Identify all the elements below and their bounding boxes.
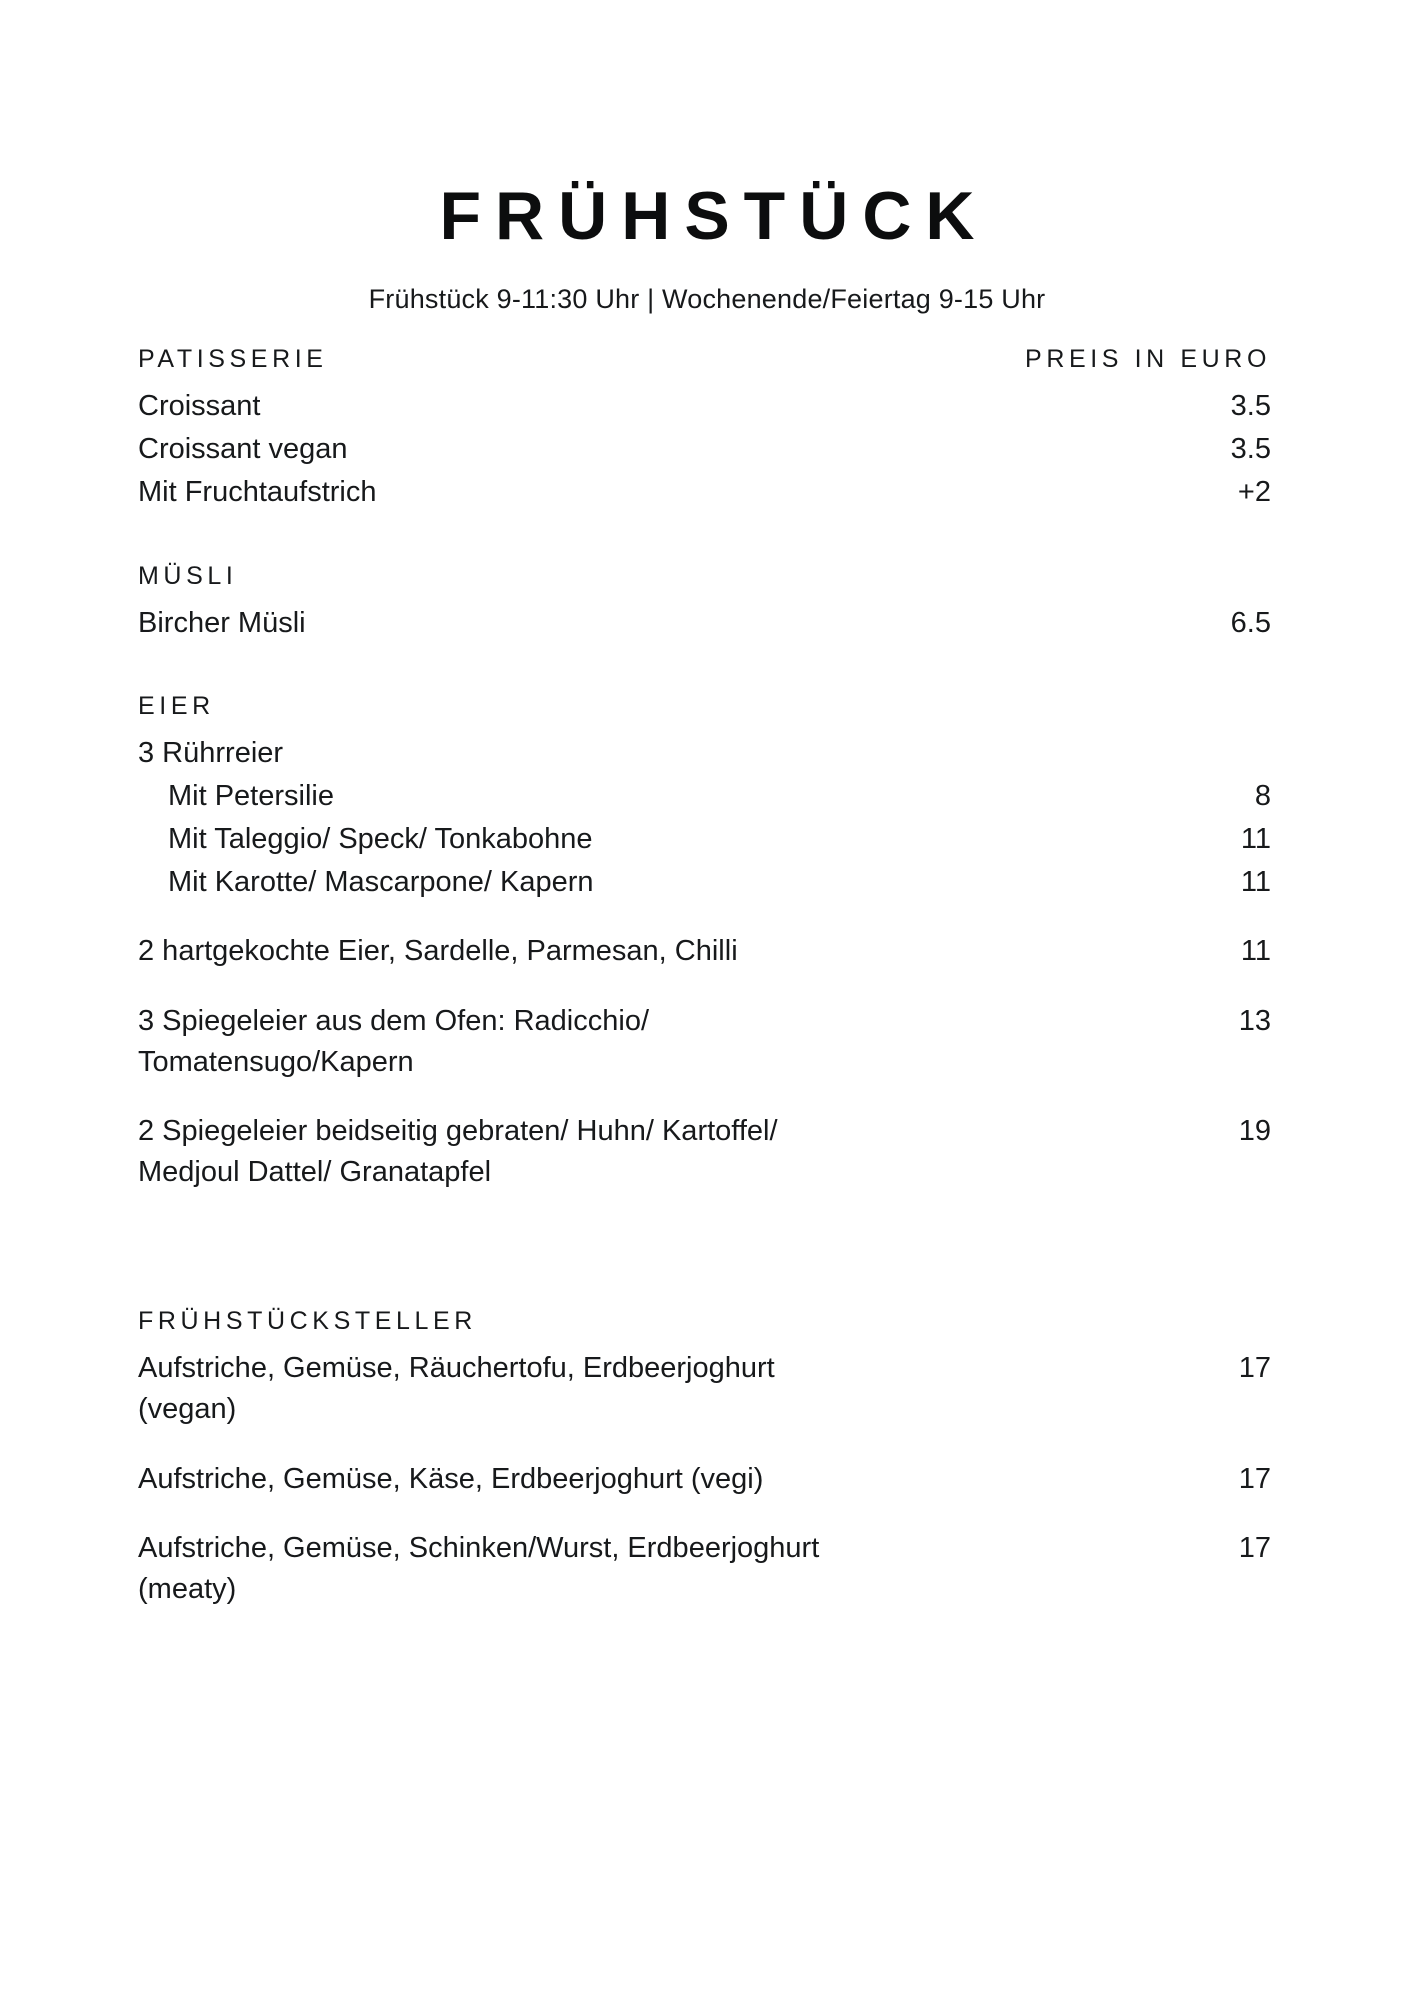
menu-item-price: 19: [1238, 1114, 1271, 1147]
section-spacer: [138, 516, 1271, 562]
section-patisserie: [138, 345, 1271, 514]
menu-item-row: [138, 1459, 1271, 1500]
menu-item-row: [138, 603, 1271, 644]
menu-item-row: [138, 1001, 1271, 1083]
section-title: EIER: [138, 691, 215, 720]
menu-item-row: [138, 472, 1271, 513]
section-title: FRÜHSTÜCKSTELLER: [138, 1307, 477, 1336]
menu-item-label: 2 Spiegeleier beidseitig gebraten/ Huhn/ Kartoffel/ Medjoul Dattel/ Granatapfel: [138, 1114, 778, 1189]
menu-item-row: [138, 819, 1271, 860]
item-spacer: [138, 1085, 1271, 1111]
section-spacer: [138, 1195, 1271, 1307]
section-eier: [138, 692, 1271, 1194]
menu-item-label: Mit Taleggio/ Speck/ Tonkabohne: [168, 823, 593, 856]
item-spacer: [138, 1502, 1271, 1528]
menu-item-price: 11: [1240, 935, 1271, 968]
menu-item-label: Croissant vegan: [138, 433, 348, 466]
menu-item-label: 3 Spiegeleier aus dem Ofen: Radicchio/ Tomatensugo/Kapern: [138, 1004, 650, 1078]
menu-item-price: 11: [1240, 823, 1271, 856]
menu-item-price: 6.5: [1230, 606, 1271, 639]
menu-item-label: Aufstriche, Gemüse, Räuchertofu, Erdbeerjoghurt (vegan): [138, 1352, 775, 1426]
menu-item-price: 13: [1238, 1004, 1271, 1037]
section-header-eier: [138, 692, 1271, 721]
menu-item-row: [138, 776, 1271, 817]
menu-item-label: Croissant: [138, 390, 261, 422]
item-spacer: [138, 905, 1271, 931]
menu-item-price: 8: [1254, 779, 1271, 812]
opening-hours-subtitle: Frühstück 9-11:30 Uhr | Wochenende/Feiertag 9-15 Uhr: [368, 284, 1046, 314]
section-header-fruehstuecksteller: [138, 1307, 1271, 1336]
section-fruehstuecksteller: [138, 1307, 1271, 1610]
menu-item-row: [138, 386, 1271, 427]
menu-item-label: Aufstriche, Gemüse, Schinken/Wurst, Erdbeerjoghurt (meaty): [138, 1531, 820, 1605]
menu-item-row: [138, 931, 1271, 972]
menu-item-label: Mit Fruchtaufstrich: [138, 476, 377, 509]
menu-item-row: [138, 862, 1271, 903]
menu-item-price: 3.5: [1230, 433, 1271, 466]
section-header-patisserie: [138, 345, 1271, 374]
menu-item-price: 17: [1238, 1352, 1271, 1385]
menu-item-label: Aufstriche, Gemüse, Käse, Erdbeerjoghurt (vegi): [138, 1462, 764, 1495]
section-spacer: [138, 646, 1271, 692]
menu-item-label: 3 Rührreier: [138, 736, 284, 769]
menu-item-row: [138, 1111, 1271, 1193]
section-muesli: [138, 562, 1271, 644]
menu-item-label: Mit Karotte/ Mascarpone/ Kapern: [168, 866, 594, 899]
menu-item-price: 3.5: [1230, 390, 1271, 422]
menu-item-row: [138, 429, 1271, 470]
section-header-muesli: [138, 562, 1271, 591]
menu-sections: [0, 315, 1414, 1610]
menu-item-row: [138, 733, 1271, 774]
item-spacer: [138, 1433, 1271, 1459]
menu-item-row: [138, 1348, 1271, 1430]
menu-item-label: Bircher Müsli: [138, 606, 306, 639]
section-title: MÜSLI: [138, 561, 238, 590]
page-title: FRÜHSTÜCK: [439, 178, 989, 254]
menu-item-row: [138, 1528, 1271, 1610]
menu-item-price: 17: [1238, 1462, 1271, 1495]
menu-item-price: +2: [1237, 476, 1271, 509]
menu-item-label: 2 hartgekochte Eier, Sardelle, Parmesan, Chilli: [138, 935, 738, 968]
menu-item-price: 17: [1238, 1531, 1271, 1564]
section-title: PATISSERIE: [138, 345, 328, 373]
menu-item-price: 11: [1240, 866, 1271, 899]
menu-item-label: Mit Petersilie: [168, 779, 334, 812]
item-spacer: [138, 975, 1271, 1001]
price-column-header: PREIS IN EURO: [1025, 345, 1271, 373]
